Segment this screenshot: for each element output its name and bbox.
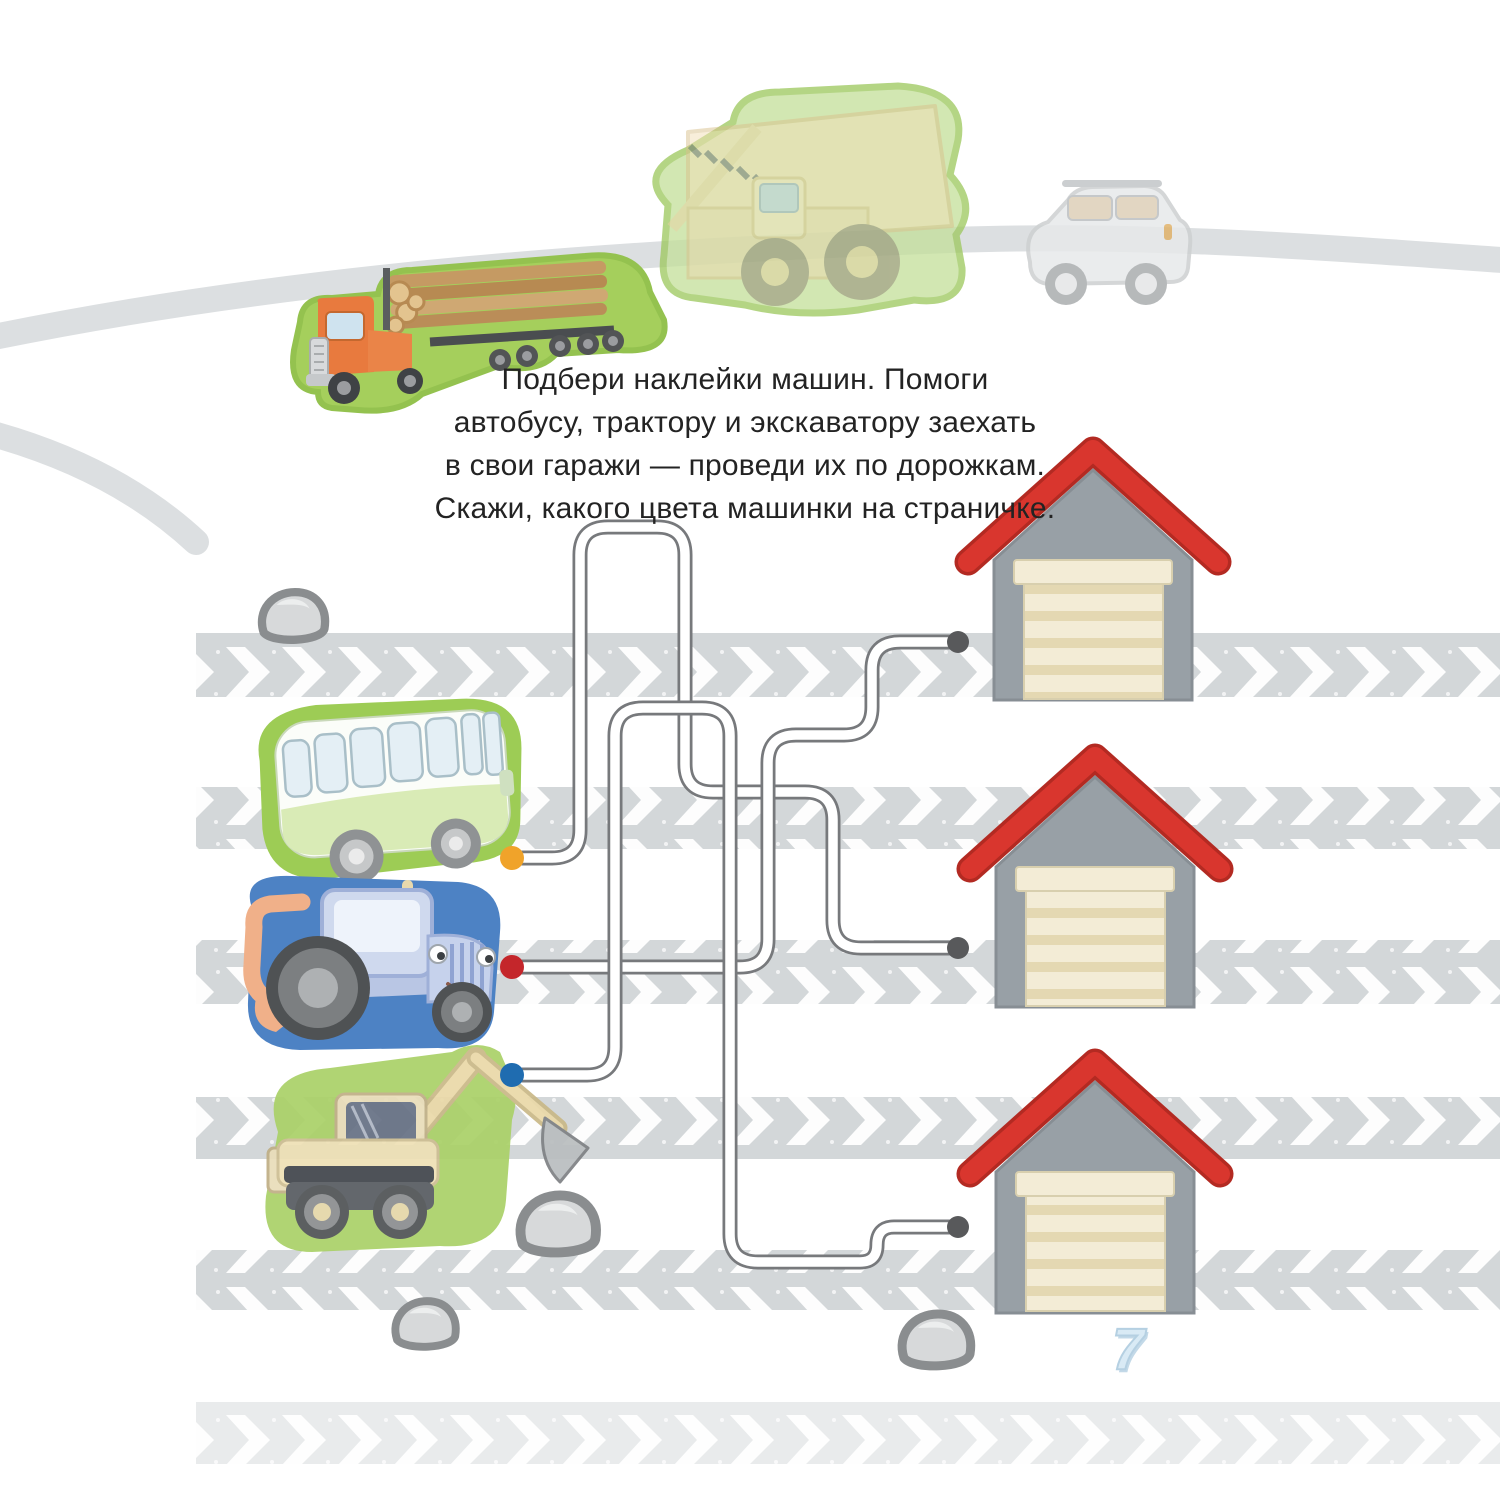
garage-door [1026, 1190, 1165, 1311]
garage-door [1026, 885, 1165, 1006]
track-band-6 [196, 1402, 1500, 1464]
garage-middle-end-dot [947, 937, 969, 959]
rock-icon [902, 1314, 971, 1366]
bus-icon [254, 691, 530, 890]
road-branch [0, 428, 196, 542]
tractor-icon [248, 876, 500, 1050]
track-band-1 [196, 633, 1500, 697]
instruction-line: в свои гаражи — проведи их по дорожкам. [444, 449, 1046, 482]
garage-bottom-end-dot [947, 1216, 969, 1238]
dump-truck-sticker-icon [656, 86, 966, 313]
suv-icon [1028, 180, 1190, 305]
instruction-line: Скажи, какого цвета машинки на страничке. [434, 492, 1056, 525]
garage-top-end-dot [947, 631, 969, 653]
excavator-start-dot [500, 1063, 524, 1087]
bus-start-dot [500, 846, 524, 870]
garages [968, 450, 1220, 1313]
rock-icon [262, 592, 325, 640]
rock-icon [520, 1195, 595, 1252]
instruction-text [420, 358, 1070, 530]
rock-icon [395, 1301, 455, 1347]
instruction-line: Подбери наклейки машин. Помоги [501, 363, 989, 396]
instruction-line: автобусу, трактору и экскаватору заехать [453, 406, 1037, 439]
page-number: 7 [1112, 1317, 1145, 1382]
garage-door [1024, 578, 1163, 699]
tractor-start-dot [500, 955, 524, 979]
